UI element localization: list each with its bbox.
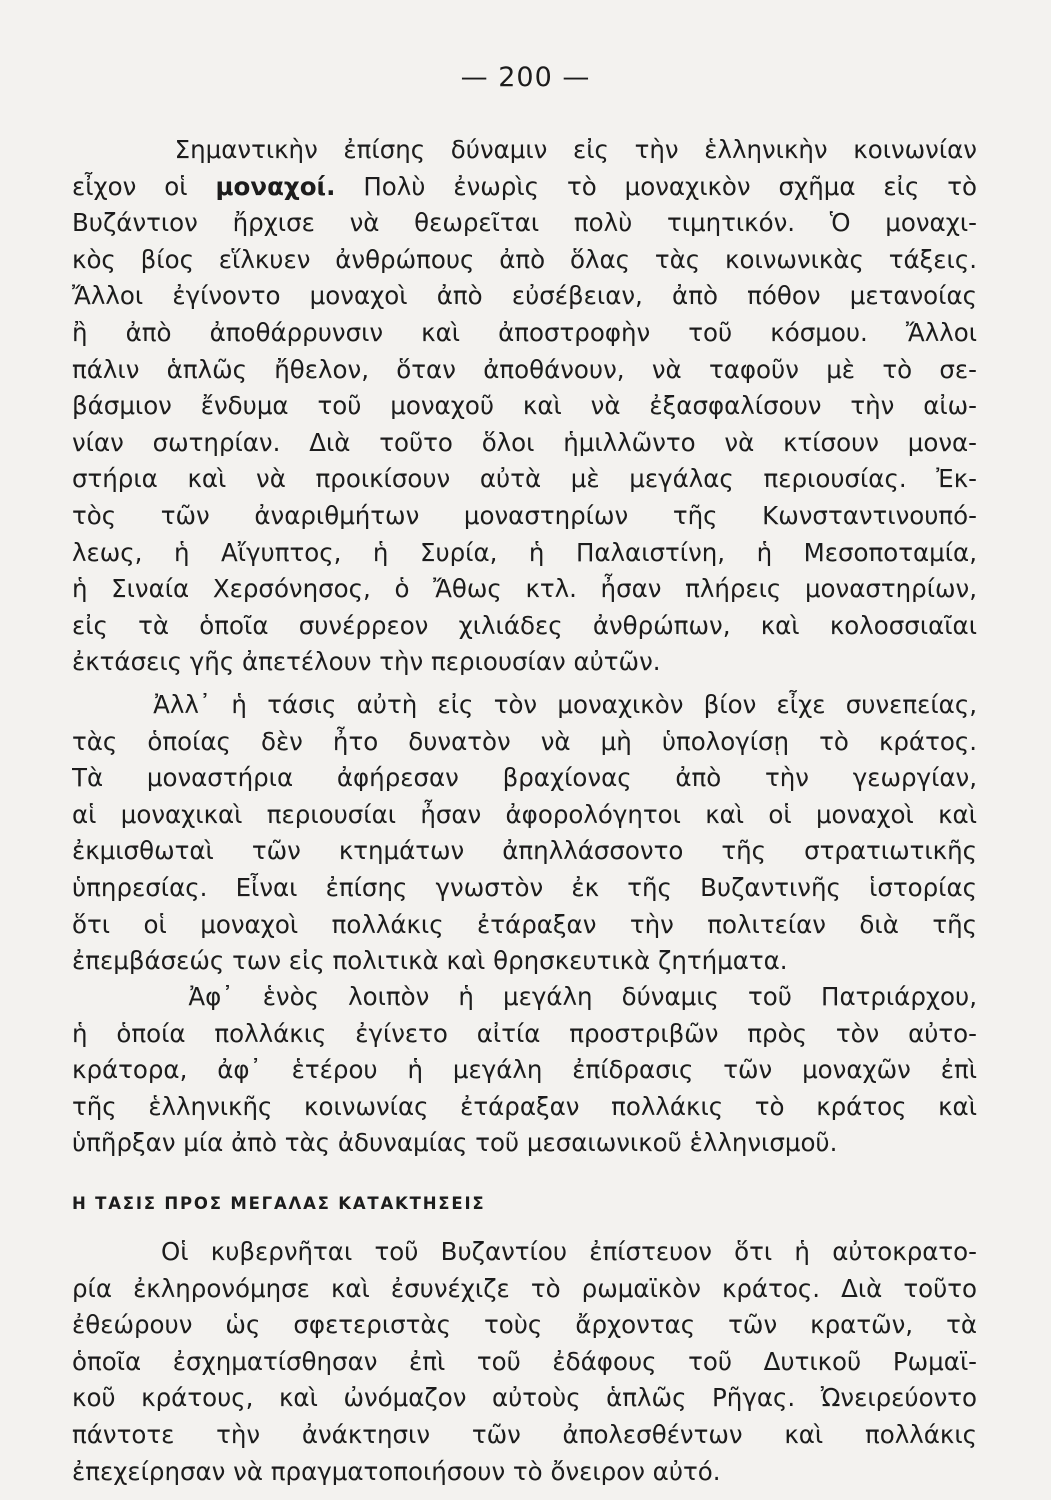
line-text: ὁποῖα ἐσχηματίσθησαν ἐπὶ τοῦ ἐδάφους τοῦ Δυτικοῦ Ρωμαϊ-: [72, 1346, 977, 1376]
text-line: [72, 644, 977, 681]
section-heading: Η ΤΑΣΙΣ ΠΡΟΣ ΜΕΓΑΛΑΣ ΚΑΤΑΚΤΗΣΕΙΣ: [72, 1194, 486, 1213]
line-text: ὑπῆρξαν μία ἀπὸ τὰς ἀδυναμίας τοῦ μεσαιωνικοῦ ἑλληνισμοῦ.: [72, 1128, 838, 1158]
text-line: [72, 242, 977, 279]
text-line: [72, 833, 977, 870]
line-text: ὅτι οἱ μοναχοὶ πολλάκις ἐτάραξαν τὴν πολιτείαν διὰ τῆς: [72, 909, 977, 939]
line-text: τὸς τῶν ἀναριθμήτων μοναστηρίων τῆς Κωνσταντινουπό-: [72, 500, 977, 530]
line-text: λεως, ἡ Αἴγυπτος, ἡ Συρία, ἡ Παλαιστίνη, ἡ Μεσοποταμία,: [72, 537, 977, 567]
text-line: [72, 979, 977, 1016]
paragraph-conquests: [72, 1234, 977, 1490]
text-line: [72, 352, 977, 389]
line-text: Ἀφ᾽ ἑνὸς λοιπὸν ἡ μεγάλη δύναμις τοῦ Πατριάρχου,: [72, 982, 977, 1011]
text-line: [72, 1016, 977, 1053]
text-line: [72, 870, 977, 907]
text-line: [72, 169, 977, 206]
line-text: Ἀλλ᾽ ἡ τάσις αὐτὴ εἰς τὸν μοναχικὸν βίον εἶχε συνεπείας,: [72, 690, 977, 719]
text-line: [72, 535, 977, 572]
paragraph-monks: [72, 132, 977, 681]
line-text: πάλιν ἁπλῶς ἤθελον, ὅταν ἀποθάνουν, νὰ ταφοῦν μὲ τὸ σε-: [72, 354, 977, 384]
line-text: κοῦ κράτους, καὶ ὠνόμαζον αὐτοὺς ἁπλῶς Ρῆγας. Ὠνειρεύοντο: [72, 1383, 977, 1413]
line-text: ἐθεώρουν ὡς σφετεριστὰς τοὺς ἄρχοντας τῶν κρατῶν, τὰ: [72, 1310, 977, 1340]
line-text: Πολὺ ἐνωρὶς τὸ μοναχικὸν σχῆμα εἰς τὸ: [335, 171, 977, 201]
text-line: [72, 724, 977, 761]
text-line: [72, 571, 977, 608]
paragraph-consequences: [72, 687, 977, 980]
line-text: εἶχον οἱ: [72, 171, 216, 201]
line-text: εἰς τὰ ὁποῖα συνέρρεον χιλιάδες ἀνθρώπων, καὶ κολοσσιαῖαι: [72, 610, 977, 640]
text-line: [72, 1307, 977, 1344]
line-text: αἱ μοναχικαὶ περιουσίαι ἦσαν ἀφορολόγητοι καὶ οἱ μοναχοὶ καὶ: [72, 799, 977, 829]
line-text: στήρια καὶ νὰ προικίσουν αὐτὰ μὲ μεγάλας περιουσίας. Ἐκ-: [72, 464, 977, 494]
line-text: ἐπεχείρησαν νὰ πραγματοποιήσουν τὸ ὄνειρον αὐτό.: [72, 1456, 721, 1486]
line-text: κράτορα, ἀφ᾽ ἑτέρου ἡ μεγάλη ἐπίδρασις τῶν μοναχῶν ἐπὶ: [72, 1055, 977, 1085]
line-text: Οἱ κυβερνῆται τοῦ Βυζαντίου ἐπίστευον ὅτι ἡ αὐτοκρατο-: [72, 1237, 977, 1266]
text-line: [72, 1052, 977, 1089]
text-line: [72, 1417, 977, 1454]
text-line: [72, 205, 977, 242]
text-line: [72, 388, 977, 425]
text-line: [72, 132, 977, 169]
text-line: [72, 687, 977, 724]
text-line: [72, 1125, 977, 1162]
text-line: [72, 608, 977, 645]
text-line: [72, 425, 977, 462]
text-line: [72, 498, 977, 535]
line-text: ἐκτάσεις γῆς ἀπετέλουν τὴν περιουσίαν αὐτῶν.: [72, 647, 661, 677]
text-line: [72, 1089, 977, 1126]
page-number: — 200 —: [460, 62, 591, 93]
line-text: κὸς βίος εἵλκυεν ἀνθρώπους ἀπὸ ὅλας τὰς κοινωνικὰς τάξεις.: [72, 244, 977, 274]
line-text: ἢ ἀπὸ ἀποθάρρυνσιν καὶ ἀποστροφὴν τοῦ κόσμου. Ἄλλοι: [72, 317, 977, 347]
text-line: [72, 1454, 977, 1491]
line-text: πάντοτε τὴν ἀνάκτησιν τῶν ἀπολεσθέντων καὶ πολλάκις: [72, 1419, 977, 1449]
text-line: [72, 1344, 977, 1381]
line-text: ὑπηρεσίας. Εἶναι ἐπίσης γνωστὸν ἐκ τῆς Βυζαντινῆς ἱστορίας: [72, 872, 977, 902]
line-text: τὰς ὁποίας δὲν ἦτο δυνατὸν νὰ μὴ ὑπολογίσῃ τὸ κράτος.: [72, 726, 977, 756]
line-text: ἡ Σιναία Χερσόνησος, ὁ Ἄθως κτλ. ἦσαν πλήρεις μοναστηρίων,: [72, 574, 977, 604]
text-line: [72, 461, 977, 498]
line-text: ἡ ὁποία πολλάκις ἐγίνετο αἰτία προστριβῶν πρὸς τὸν αὐτο-: [72, 1018, 977, 1048]
text-line: [72, 760, 977, 797]
text-line: [72, 797, 977, 834]
text-line: [72, 315, 977, 352]
line-text: βάσμιον ἔνδυμα τοῦ μοναχοῦ καὶ νὰ ἐξασφαλίσουν τὴν αἰω-: [72, 391, 977, 421]
line-text: Βυζάντιον ἤρχισε νὰ θεωρεῖται πολὺ τιμητικόν. Ὁ μοναχι-: [72, 208, 977, 238]
line-text: ἐπεμβάσεώς των εἰς πολιτικὰ καὶ θρησκευτικὰ ζητήματα.: [72, 946, 788, 976]
text-line: [72, 1234, 977, 1271]
line-text: ἐκμισθωταὶ τῶν κτημάτων ἀπηλλάσσοντο τῆς στρατιωτικῆς: [72, 836, 977, 866]
line-text: Σημαντικὴν ἐπίσης δύναμιν εἰς τὴν ἑλληνικὴν κοινωνίαν: [72, 135, 977, 164]
line-text: τῆς ἑλληνικῆς κοινωνίας ἐτάραξαν πολλάκις τὸ κράτος καὶ: [72, 1091, 977, 1121]
text-line: [72, 1380, 977, 1417]
line-text: νίαν σωτηρίαν. Διὰ τοῦτο ὅλοι ἡμιλλῶντο νὰ κτίσουν μονα-: [72, 427, 977, 457]
emphasized-term: μοναχοί.: [215, 171, 336, 201]
line-text: Ἄλλοι ἐγίνοντο μοναχοὶ ἀπὸ εὐσέβειαν, ἀπὸ πόθον μετανοίας: [72, 281, 977, 311]
paragraph-weaknesses: [72, 979, 977, 1162]
line-text: ρία ἐκληρονόμησε καὶ ἐσυνέχιζε τὸ ρωμαϊκὸν κράτος. Διὰ τοῦτο: [72, 1273, 977, 1303]
text-line: [72, 943, 977, 980]
line-text: Τὰ μοναστήρια ἀφήρεσαν βραχίονας ἀπὸ τὴν γεωργίαν,: [72, 763, 977, 793]
text-line: [72, 278, 977, 315]
text-line: [72, 1271, 977, 1308]
text-line: [72, 907, 977, 944]
